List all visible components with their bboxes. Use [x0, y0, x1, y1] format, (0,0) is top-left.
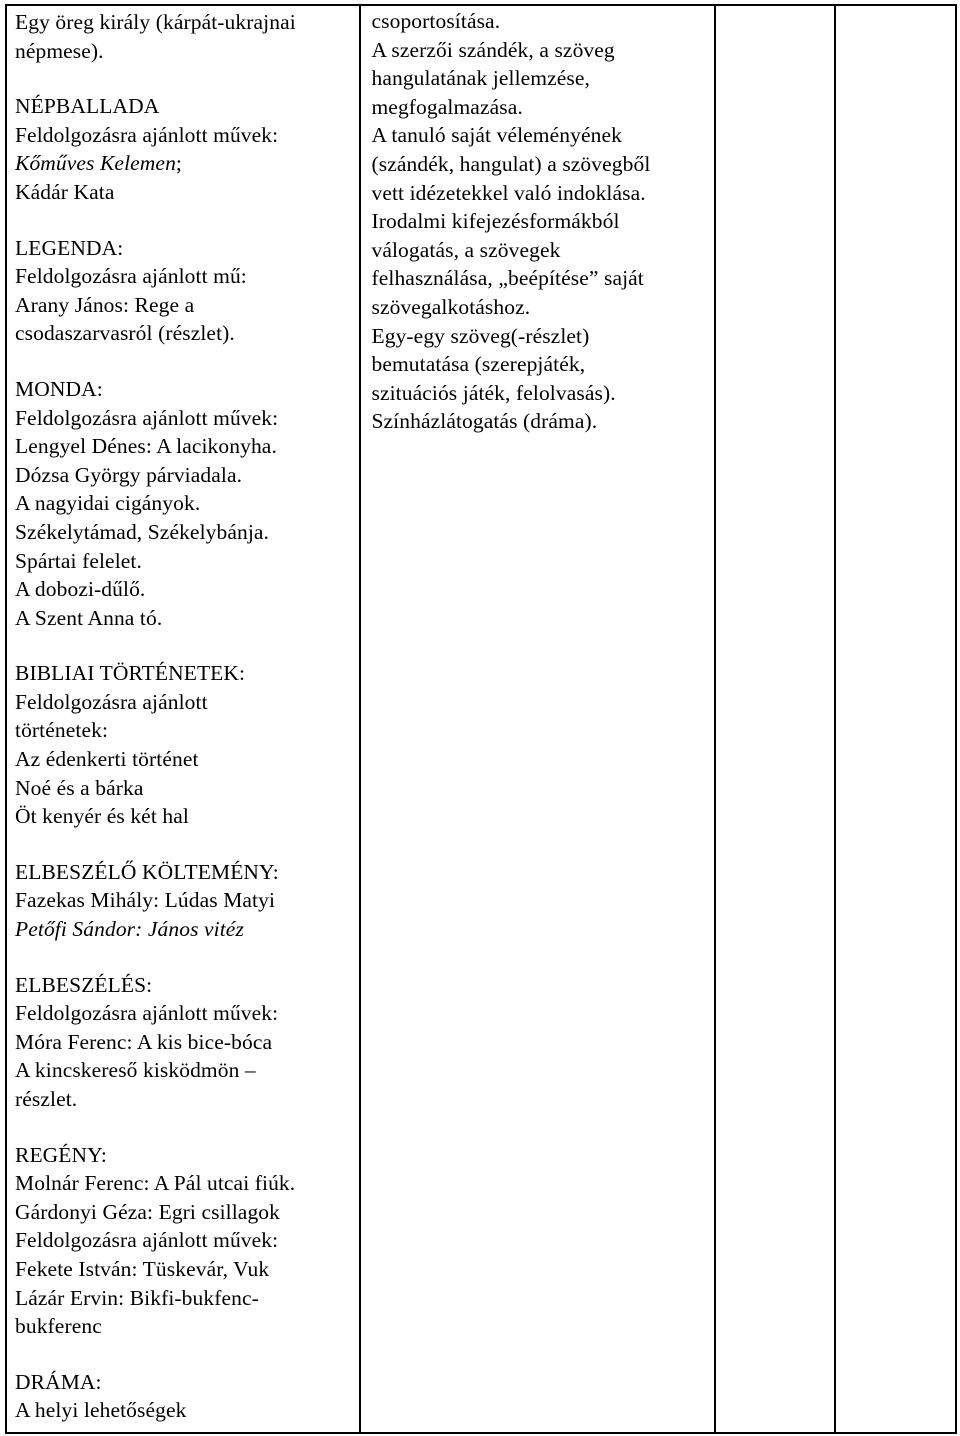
section-heading: BIBLIAI TÖRTÉNETEK: [15, 661, 246, 686]
section-line: Fazekas Mihály: Lúdas Matyi [15, 888, 276, 913]
empty-column-cell [715, 5, 836, 1433]
section-line: Spártai felelet. [15, 548, 142, 573]
work-title-line [15, 149, 353, 178]
section-line: Az édenkerti történet [15, 747, 199, 772]
section-line: A nagyidai cigányok. [15, 491, 201, 516]
activity-line: szövegalkotáshoz. [371, 294, 531, 319]
section-line: Dózsa György párviadala. [15, 462, 243, 487]
section-line: Feldolgozásra ajánlott művek: [15, 405, 279, 430]
activity-line: bemutatása (szerepjáték, [371, 352, 586, 377]
section-line: Öt kenyér és két hal [15, 804, 189, 829]
section-line: Lengyel Dénes: A lacikonyha. [15, 434, 277, 459]
activities-column-cell [360, 5, 714, 1433]
intro-block [15, 8, 353, 65]
nepballada-section [15, 92, 353, 206]
section-line: Arany János: Rege a [15, 292, 195, 317]
works-column-cell [6, 5, 360, 1433]
section-label: Feldolgozásra ajánlott művek: [15, 122, 279, 147]
activities-list [361, 6, 713, 436]
work-title: Kádár Kata [15, 179, 115, 204]
activity-line: A tanuló saját véleményének [371, 123, 622, 148]
section-line: Feldolgozásra ajánlott művek: [15, 1228, 279, 1253]
activity-line: hangulatának jellemzése, [371, 66, 590, 91]
section-line: Lázár Ervin: Bikfi-bukfenc- [15, 1285, 259, 1310]
elbeszeles-section [15, 971, 353, 1114]
empty-column-cell [835, 5, 956, 1433]
activity-line: felhasználása, „beépítése” saját [371, 266, 644, 291]
section-line: Feldolgozásra ajánlott [15, 689, 208, 714]
intro-line: Egy öreg király (kárpát-ukrajnai [15, 10, 296, 34]
regeny-section [15, 1141, 353, 1341]
works-list [7, 6, 359, 1425]
section-heading: NÉPBALLADA [15, 94, 160, 119]
section-line: Feldolgozásra ajánlott mű: [15, 264, 247, 289]
activity-line: vett idézetekkel való indoklása. [371, 180, 646, 205]
section-line: részlet. [15, 1087, 78, 1111]
section-line: Móra Ferenc: A kis bice-bóca [15, 1029, 273, 1054]
monda-section [15, 375, 353, 632]
section-line: Székelytámad, Székelybánja. [15, 519, 270, 544]
section-line: történetek: [15, 718, 109, 743]
bibliai-section [15, 659, 353, 831]
section-heading: ELBESZÉLÉS: [15, 972, 153, 997]
section-line: Fekete István: Tüskevár, Vuk [15, 1256, 270, 1281]
activity-line: Irodalmi kifejezésformákból [371, 209, 620, 234]
section-line: A Szent Anna tó. [15, 605, 163, 630]
section-line: Gárdonyi Géza: Egri csillagok [15, 1199, 280, 1224]
activity-line: szituációs játék, felolvasás). [371, 380, 616, 405]
section-line: Noé és a bárka [15, 775, 144, 800]
section-line: A dobozi-dűlő. [15, 577, 146, 602]
section-line: Feldolgozásra ajánlott művek: [15, 1001, 279, 1026]
table-row [6, 5, 956, 1433]
section-line: A kincskereső kisködmön – [15, 1058, 256, 1083]
curriculum-table [5, 4, 957, 1434]
section-line: bukferenc [15, 1314, 102, 1339]
activity-line: megfogalmazása. [371, 94, 523, 119]
activity-line: Színházlátogatás (dráma). [371, 409, 598, 434]
section-heading: MONDA: [15, 376, 103, 401]
drama-section [15, 1368, 353, 1425]
intro-line: népmese). [15, 38, 104, 63]
work-title-italic: Kőműves Kelemen [15, 151, 176, 176]
section-line: A helyi lehetőségek [15, 1398, 187, 1423]
section-heading: DRÁMA: [15, 1369, 102, 1394]
section-heading: LEGENDA: [15, 235, 124, 260]
section-heading: REGÉNY: [15, 1142, 107, 1167]
activity-line: válogatás, a szövegek [371, 237, 561, 262]
section-line: Molnár Ferenc: A Pál utcai fiúk. [15, 1171, 296, 1196]
activity-line: csoportosítása. [371, 9, 501, 33]
legenda-section [15, 234, 353, 348]
activity-line: (szándék, hangulat) a szövegből [371, 151, 651, 176]
elbeszelo-koltemeny-section [15, 858, 353, 944]
work-separator: ; [175, 151, 182, 176]
section-line: csodaszarvasról (részlet). [15, 321, 235, 346]
activity-line: Egy-egy szöveg(-részlet) [371, 323, 590, 348]
section-heading: ELBESZÉLŐ KÖLTEMÉNY: [15, 859, 279, 884]
activity-line: A szerzői szándék, a szöveg [371, 37, 615, 62]
section-line-italic: Petőfi Sándor: János vitéz [15, 917, 244, 942]
